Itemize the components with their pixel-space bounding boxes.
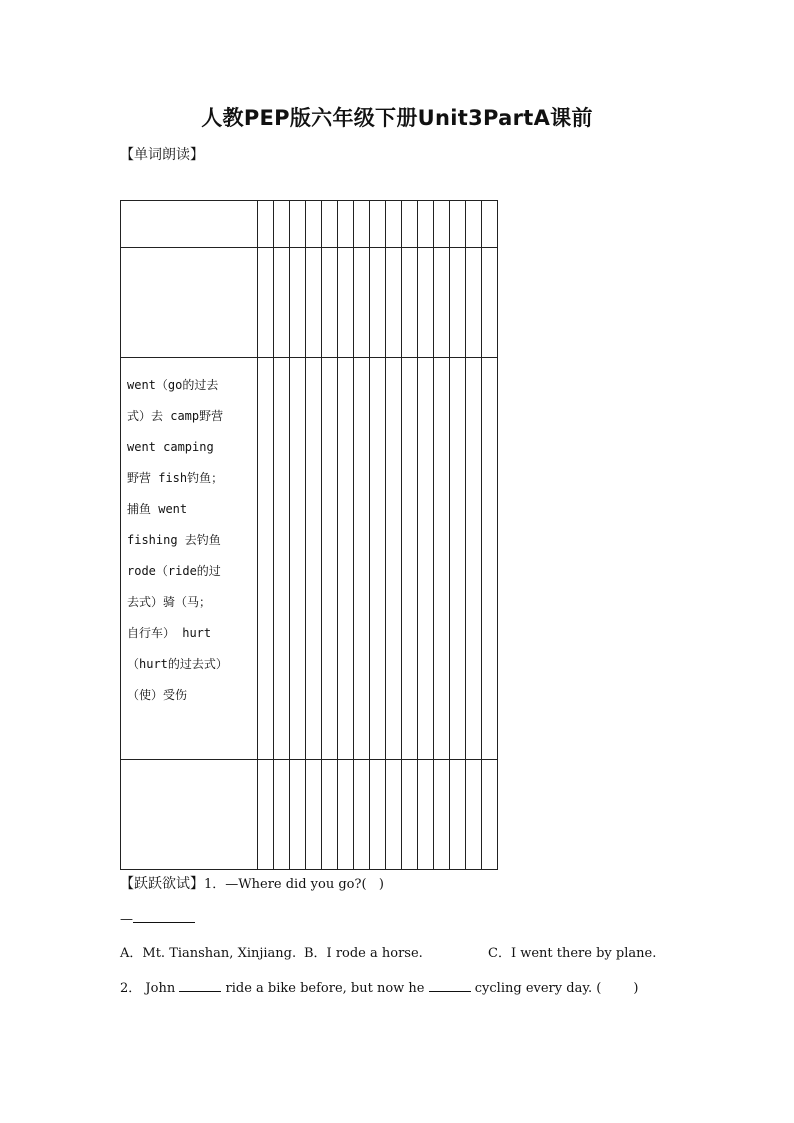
page-title: 人教PEP版六年级下册Unit3PartA课前 xyxy=(201,106,593,130)
table-row xyxy=(121,201,498,248)
vocab-line: went camping xyxy=(127,440,214,454)
question-1 xyxy=(120,873,384,893)
vocab-line: went（go的过去 xyxy=(127,378,219,392)
answer-blank[interactable] xyxy=(429,979,471,992)
vocab-line: 自行车） hurt xyxy=(127,626,212,640)
question-2-paren: ) xyxy=(633,981,639,996)
table-cell xyxy=(121,248,258,358)
section-try-label: 【跃跃欲试】 xyxy=(120,876,204,892)
option-b: B．I rode a horse. xyxy=(304,946,423,961)
vocab-line: 捕鱼 went xyxy=(127,502,188,516)
vocab-line: （hurt的过去式） xyxy=(127,657,228,671)
option-a: A．Mt. Tianshan, Xinjiang. xyxy=(120,946,297,961)
table-cell xyxy=(121,760,258,870)
vocab-line: （使）受伤 xyxy=(127,688,188,702)
vocab-line: 野营 fish钓鱼； xyxy=(127,471,224,485)
table-row xyxy=(121,358,498,760)
question-2-text: cycling every day. ( xyxy=(474,981,602,996)
vocab-line: rode（ride的过 xyxy=(127,564,221,578)
vocab-words-cell xyxy=(121,358,258,760)
answer-dash: — xyxy=(120,912,133,927)
vocab-line: 式）去 camp野营 xyxy=(127,409,224,423)
question-2 xyxy=(120,977,639,996)
question-2-text: ride a bike before, but now he xyxy=(225,981,425,996)
question-2-text: John xyxy=(145,981,176,996)
answer-blank[interactable] xyxy=(133,910,195,923)
section-vocab-label: 【单词朗读】 xyxy=(120,147,204,163)
table-row xyxy=(121,248,498,358)
vocab-line: fishing 去钓鱼 xyxy=(127,533,221,547)
question-2-number: 2． xyxy=(120,981,142,996)
table-cell xyxy=(121,201,258,248)
vocab-table xyxy=(120,200,498,870)
answer-blank[interactable] xyxy=(179,979,221,992)
option-c: C．I went there by plane. xyxy=(488,946,657,961)
vocab-line: 去式）骑（马； xyxy=(127,595,212,609)
question-1-text: 1．—Where did you go?( ) xyxy=(204,877,385,892)
question-1-answer xyxy=(120,910,195,927)
table-row xyxy=(121,760,498,870)
